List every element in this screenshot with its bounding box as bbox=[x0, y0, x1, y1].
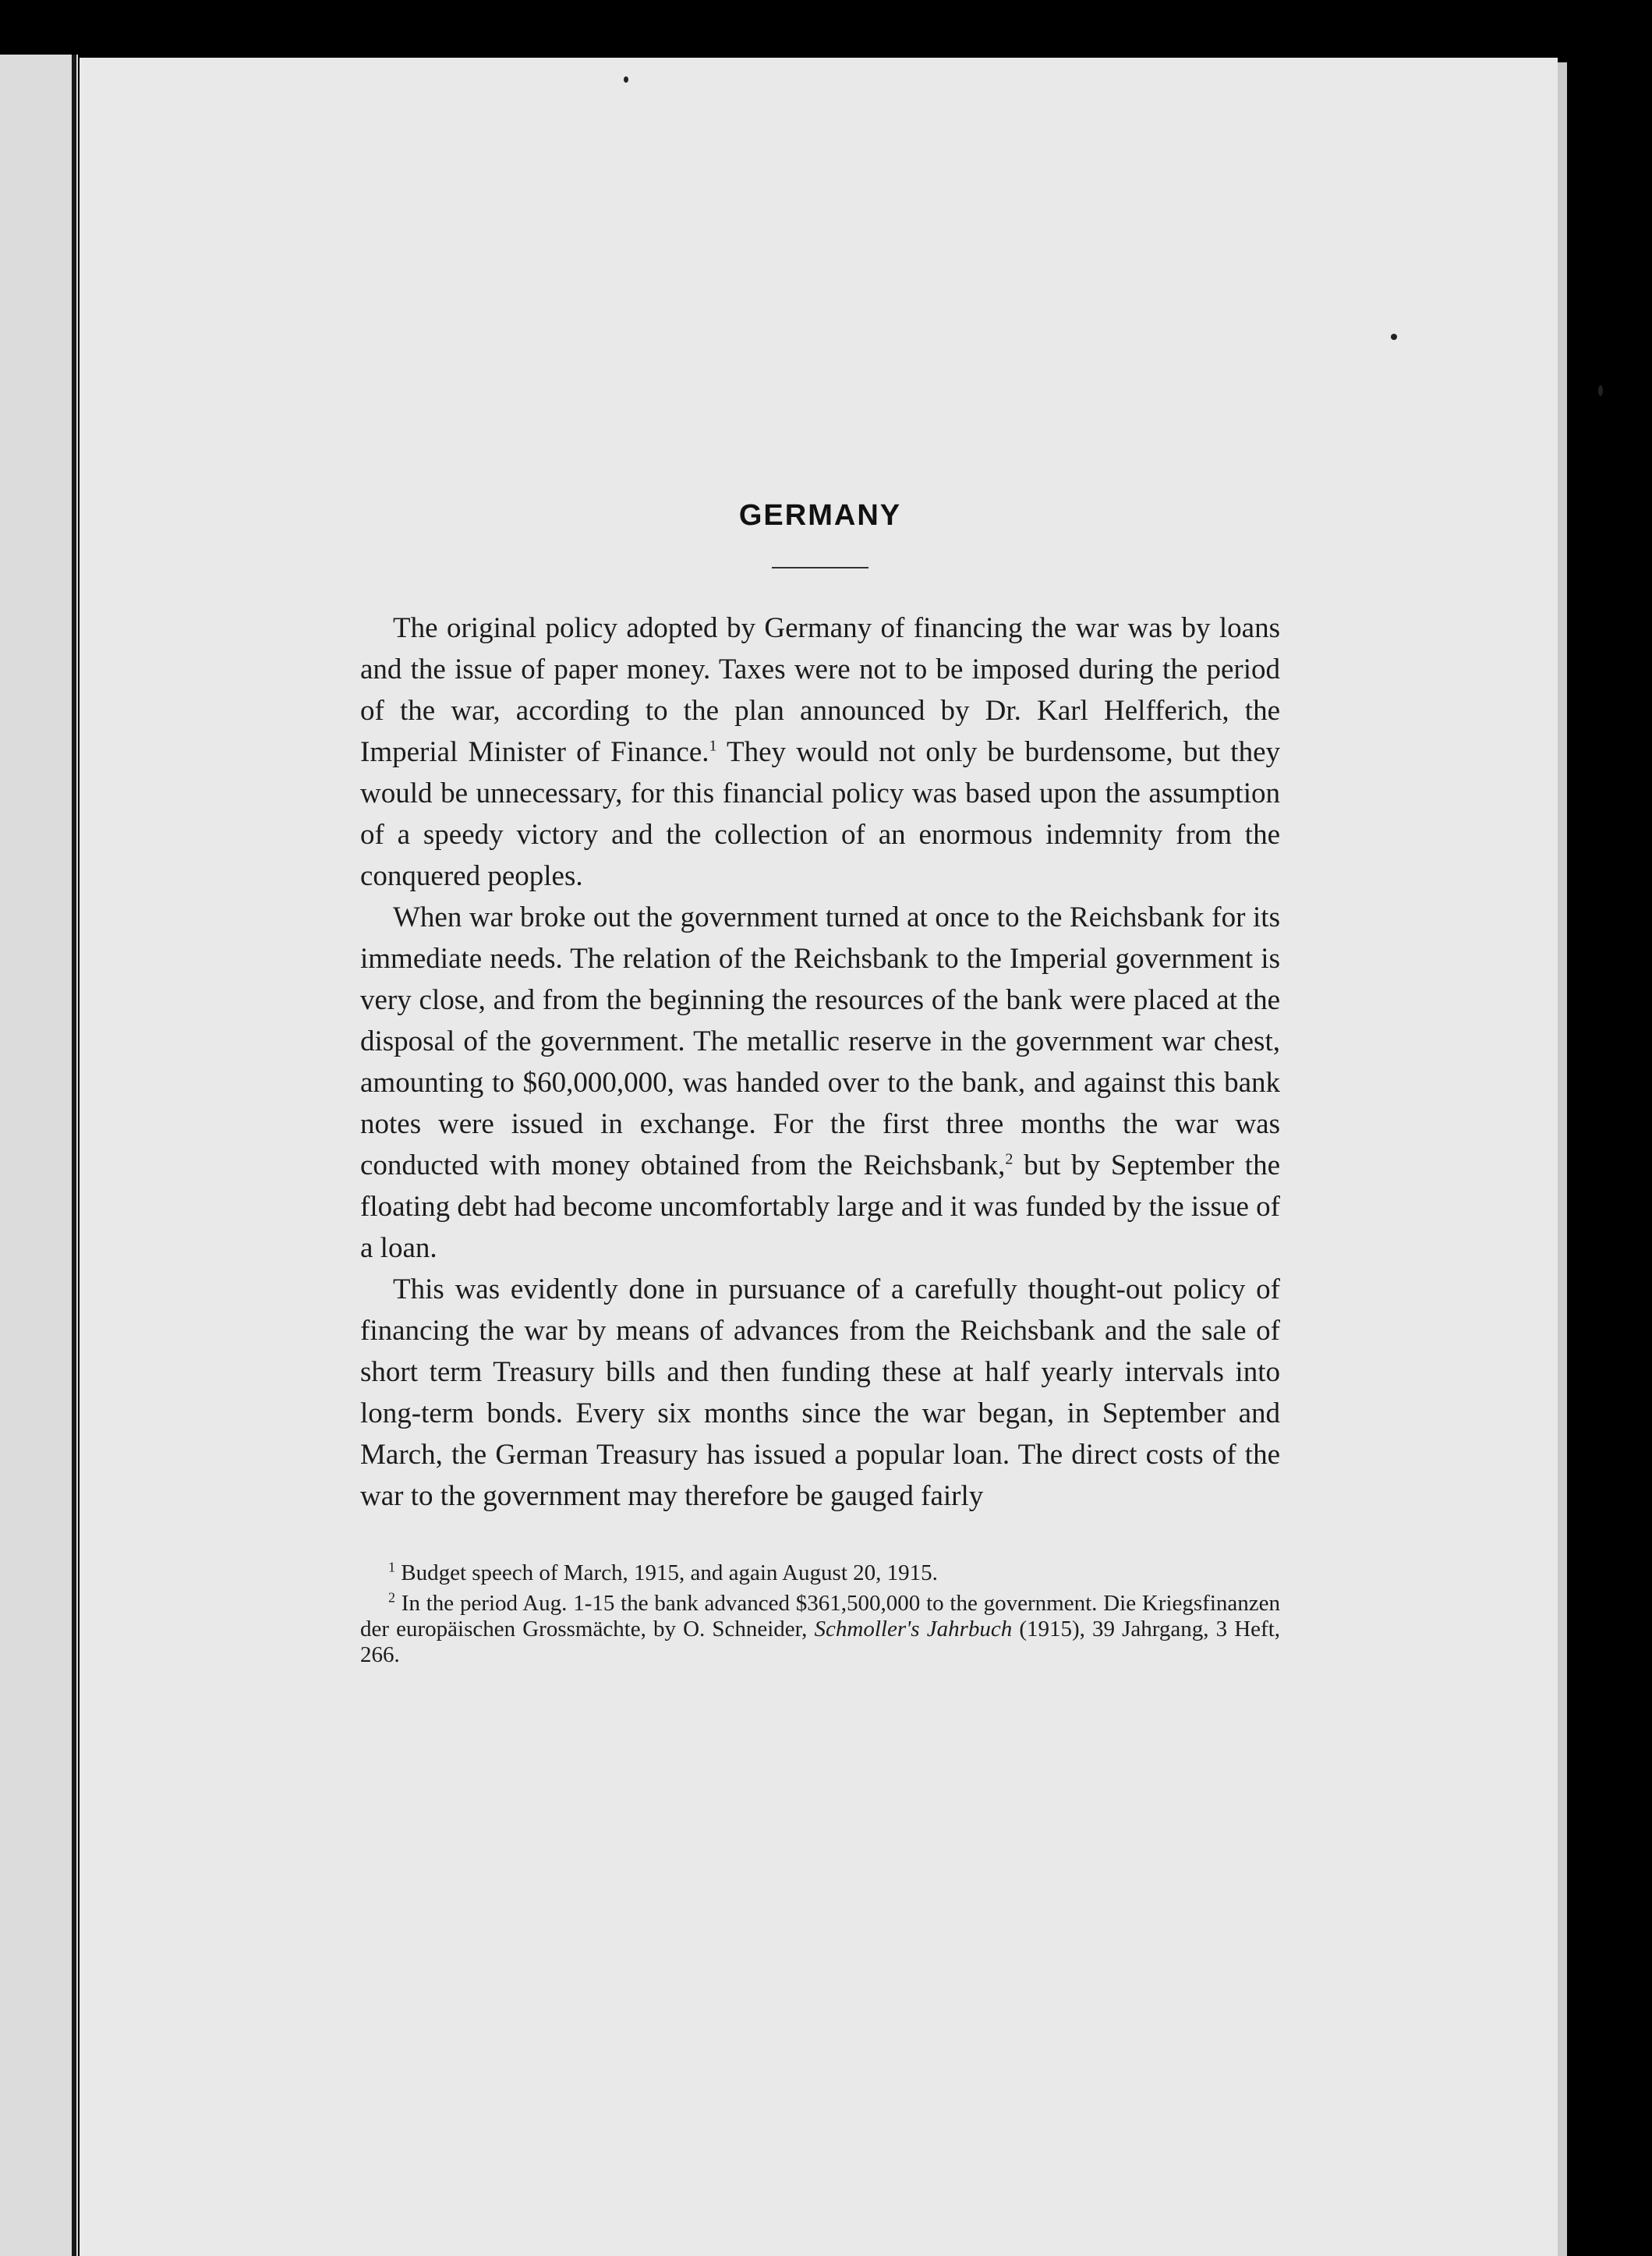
footnote-number: 2 bbox=[388, 1589, 395, 1606]
body-paragraph bbox=[360, 607, 1280, 897]
scan-speck bbox=[1391, 334, 1397, 340]
paragraph-text: The original policy adopted by Germany of financing the war was by loans and the issue of paper money. Taxes were not to be imposed during the period of the war, according to the plan announced by Dr. Karl Helfferich, the Imperial Minister of Finance. bbox=[360, 612, 1280, 768]
footnote-text: In the period Aug. 1-15 the bank advanced $361,500,000 to the government. Die Kriegsfinanzen der europäischen Grossmächte, by O. Schneider, bbox=[360, 1591, 1280, 1642]
page-title: GERMANY bbox=[738, 499, 902, 532]
scan-speck bbox=[1598, 385, 1603, 396]
page-content bbox=[360, 483, 1280, 1673]
footnotes bbox=[360, 1560, 1280, 1668]
body-paragraph bbox=[360, 897, 1280, 1269]
footnote bbox=[360, 1591, 1280, 1668]
footnote-ref: 2 bbox=[1005, 1150, 1013, 1168]
footnote-text: Budget speech of March, 1915, and again August 20, 1915. bbox=[401, 1560, 938, 1585]
page-right-edge bbox=[1558, 62, 1567, 2256]
paragraph-text: When war broke out the government turned at once to the Reichsbank for its immediate needs. The relation of the Reichsbank to the Imperial government is very close, and from the beginning the resources of the bank were placed at the disposal of the government. The metallic reserve in the government war chest, amounting to $60,000,000, was handed over to the bank, and against this bank notes were issued in exchange. For the first three months the war was conducted with money obtained from the Reichsbank, bbox=[360, 901, 1280, 1181]
paragraph-text: They would not only be burdensome, but they would be unnecessary, for this financial policy was based upon the assumption of a speedy victory and the collection of an enormous indemnity from the conquered peoples. bbox=[360, 736, 1280, 892]
paragraph-text: but by September the floating debt had become uncomfortably large and it was funded by the issue of a loan. bbox=[360, 1149, 1280, 1264]
footnote-ref: 1 bbox=[709, 737, 717, 755]
footnote-italic-text: Schmoller's Jahrbuch bbox=[814, 1617, 1013, 1642]
scan-speck bbox=[624, 76, 628, 83]
page-gutter-line bbox=[72, 55, 76, 2256]
title-rule bbox=[772, 567, 868, 568]
paragraph-text: This was evidently done in pursuance of a carefully thought-out policy of financing the war by means of advances from the Reichsbank and the sale of short term Treasury bills and then funding these at half yearly intervals into long-term bonds. Every six months since the war began, in September and March, the German Treasury has issued a popular loan. The direct costs of the war to the government may therefore be gauged fairly bbox=[360, 1273, 1280, 1512]
body-paragraph bbox=[360, 1269, 1280, 1517]
facing-page-edge bbox=[0, 55, 78, 2256]
footnote-text: (1915), 39 Jahrgang, 3 Heft, 266. bbox=[360, 1617, 1280, 1667]
footnote-number: 1 bbox=[388, 1559, 395, 1575]
footnote bbox=[360, 1560, 1280, 1586]
